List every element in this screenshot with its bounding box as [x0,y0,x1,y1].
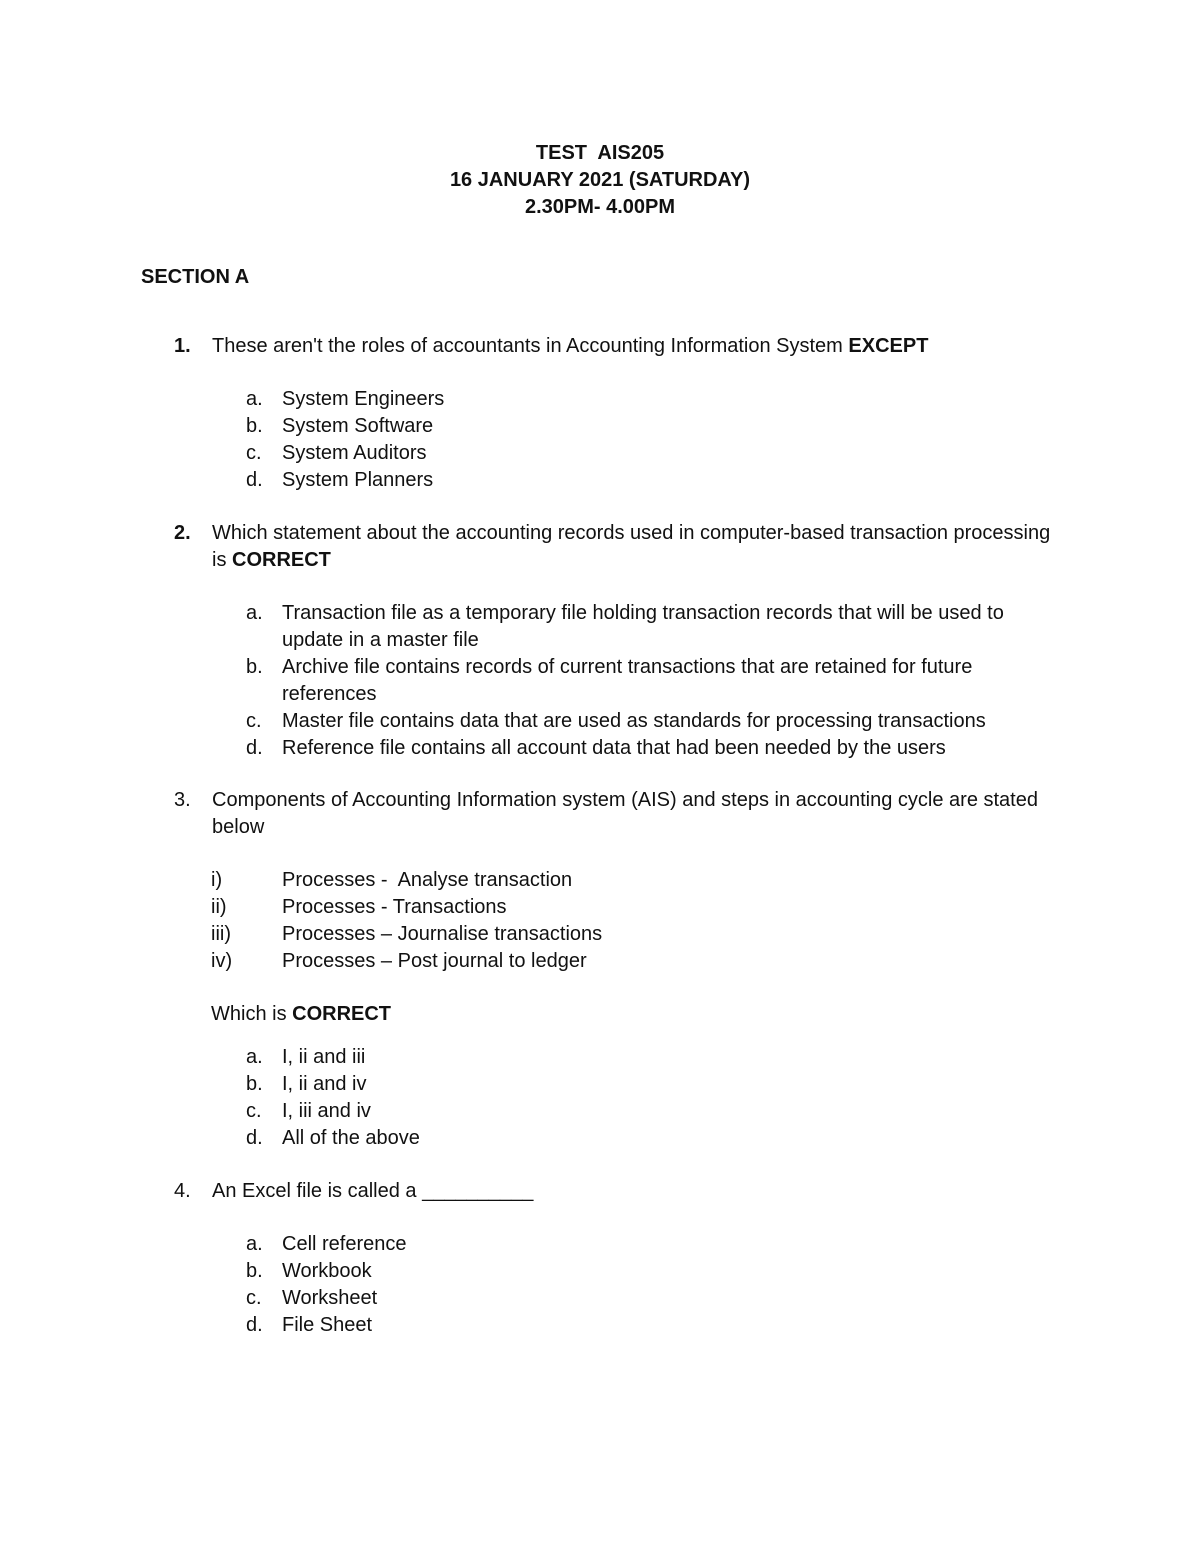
prompt-text: Which is [211,1003,293,1025]
option-text: Worksheet [282,1287,378,1309]
option-letter: b. [246,656,263,678]
question-2-options [246,600,1066,762]
question-emphasis: EXCEPT [848,335,929,357]
option-letter: d. [246,469,263,491]
question-2 [174,520,1074,574]
question-3 [174,787,1074,841]
option-item [246,708,1066,735]
option-item [246,654,1066,708]
statement-numeral: ii) [211,896,227,918]
section-title: SECTION A [141,266,250,288]
option-item [246,1125,1066,1152]
option-item [246,440,1066,467]
option-text: System Engineers [282,388,445,410]
option-text: All of the above [282,1127,420,1149]
option-letter: d. [246,1314,263,1336]
option-text: Transaction file as a temporary file holding transaction records that will be used to update in a master file [282,602,1004,651]
option-text: Archive file contains records of current transactions that are retained for future references [282,656,973,705]
test-header [0,140,1200,221]
test-date: 16 JANUARY 2021 (SATURDAY) [449,169,751,191]
question-4 [174,1178,1074,1205]
option-text: Cell reference [282,1233,407,1255]
option-item [246,386,1066,413]
statement-numeral: i) [211,869,223,891]
statement-text: Processes - Analyse transaction [282,869,573,891]
question-1-options [246,386,1066,494]
prompt-emphasis: CORRECT [292,1003,392,1025]
question-text: Components of Accounting Information system (AIS) and steps in accounting cycle are stated below [212,789,1038,838]
statement-item [211,948,911,975]
statement-numeral: iii) [211,923,231,945]
question-3-statements [211,867,911,975]
option-letter: a. [246,602,263,624]
question-number: 1. [174,335,191,357]
option-text: File Sheet [282,1314,373,1336]
option-item [246,600,1066,654]
option-text: I, iii and iv [282,1100,371,1122]
option-text: Workbook [282,1260,372,1282]
option-letter: c. [246,442,262,464]
statement-item [211,894,911,921]
question-3-options [246,1044,1066,1152]
question-stem: These aren't the roles of accountants in Accounting Information System [212,335,849,357]
statement-item [211,921,911,948]
statement-text: Processes - Transactions [282,896,507,918]
question-4-options [246,1231,1066,1339]
question-number: 3. [174,789,191,811]
statement-text: Processes – Post journal to ledger [282,950,587,972]
test-title: TEST AIS205 [535,142,665,164]
question-number: 2. [174,522,191,544]
option-item [246,1071,1066,1098]
option-letter: c. [246,1287,262,1309]
question-3-prompt [211,1001,391,1028]
statement-text: Processes – Journalise transactions [282,923,603,945]
option-letter: b. [246,1260,263,1282]
question-1 [174,333,1074,360]
statement-numeral: iv) [211,950,233,972]
question-emphasis: CORRECT [232,549,331,571]
option-letter: a. [246,1233,263,1255]
option-item [246,1231,1066,1258]
option-text: I, ii and iv [282,1073,367,1095]
option-item [246,1044,1066,1071]
option-letter: d. [246,737,263,759]
option-letter: d. [246,1127,263,1149]
statement-item [211,867,911,894]
option-letter: c. [246,710,262,732]
option-letter: a. [246,1046,263,1068]
option-item [246,413,1066,440]
option-letter: c. [246,1100,262,1122]
option-text: System Planners [282,469,434,491]
option-text: System Software [282,415,434,437]
question-number: 4. [174,1180,191,1202]
option-text: Master file contains data that are used as standards for processing transactions [282,710,986,732]
option-item [246,1312,1066,1339]
option-item [246,1258,1066,1285]
option-text: I, ii and iii [282,1046,366,1068]
question-text [212,520,1052,574]
option-text: System Auditors [282,442,427,464]
question-text [212,333,1052,360]
question-text: An Excel file is called a __________ [212,1180,534,1202]
question-stem: Which statement about the accounting records used in computer-based transaction processing is [212,522,1051,571]
option-letter: a. [246,388,263,410]
option-item [246,735,1066,762]
option-letter: b. [246,415,263,437]
option-item [246,467,1066,494]
test-time: 2.30PM- 4.00PM [524,196,676,218]
option-item [246,1285,1066,1312]
option-text: Reference file contains all account data that had been needed by the users [282,737,946,759]
option-item [246,1098,1066,1125]
option-letter: b. [246,1073,263,1095]
